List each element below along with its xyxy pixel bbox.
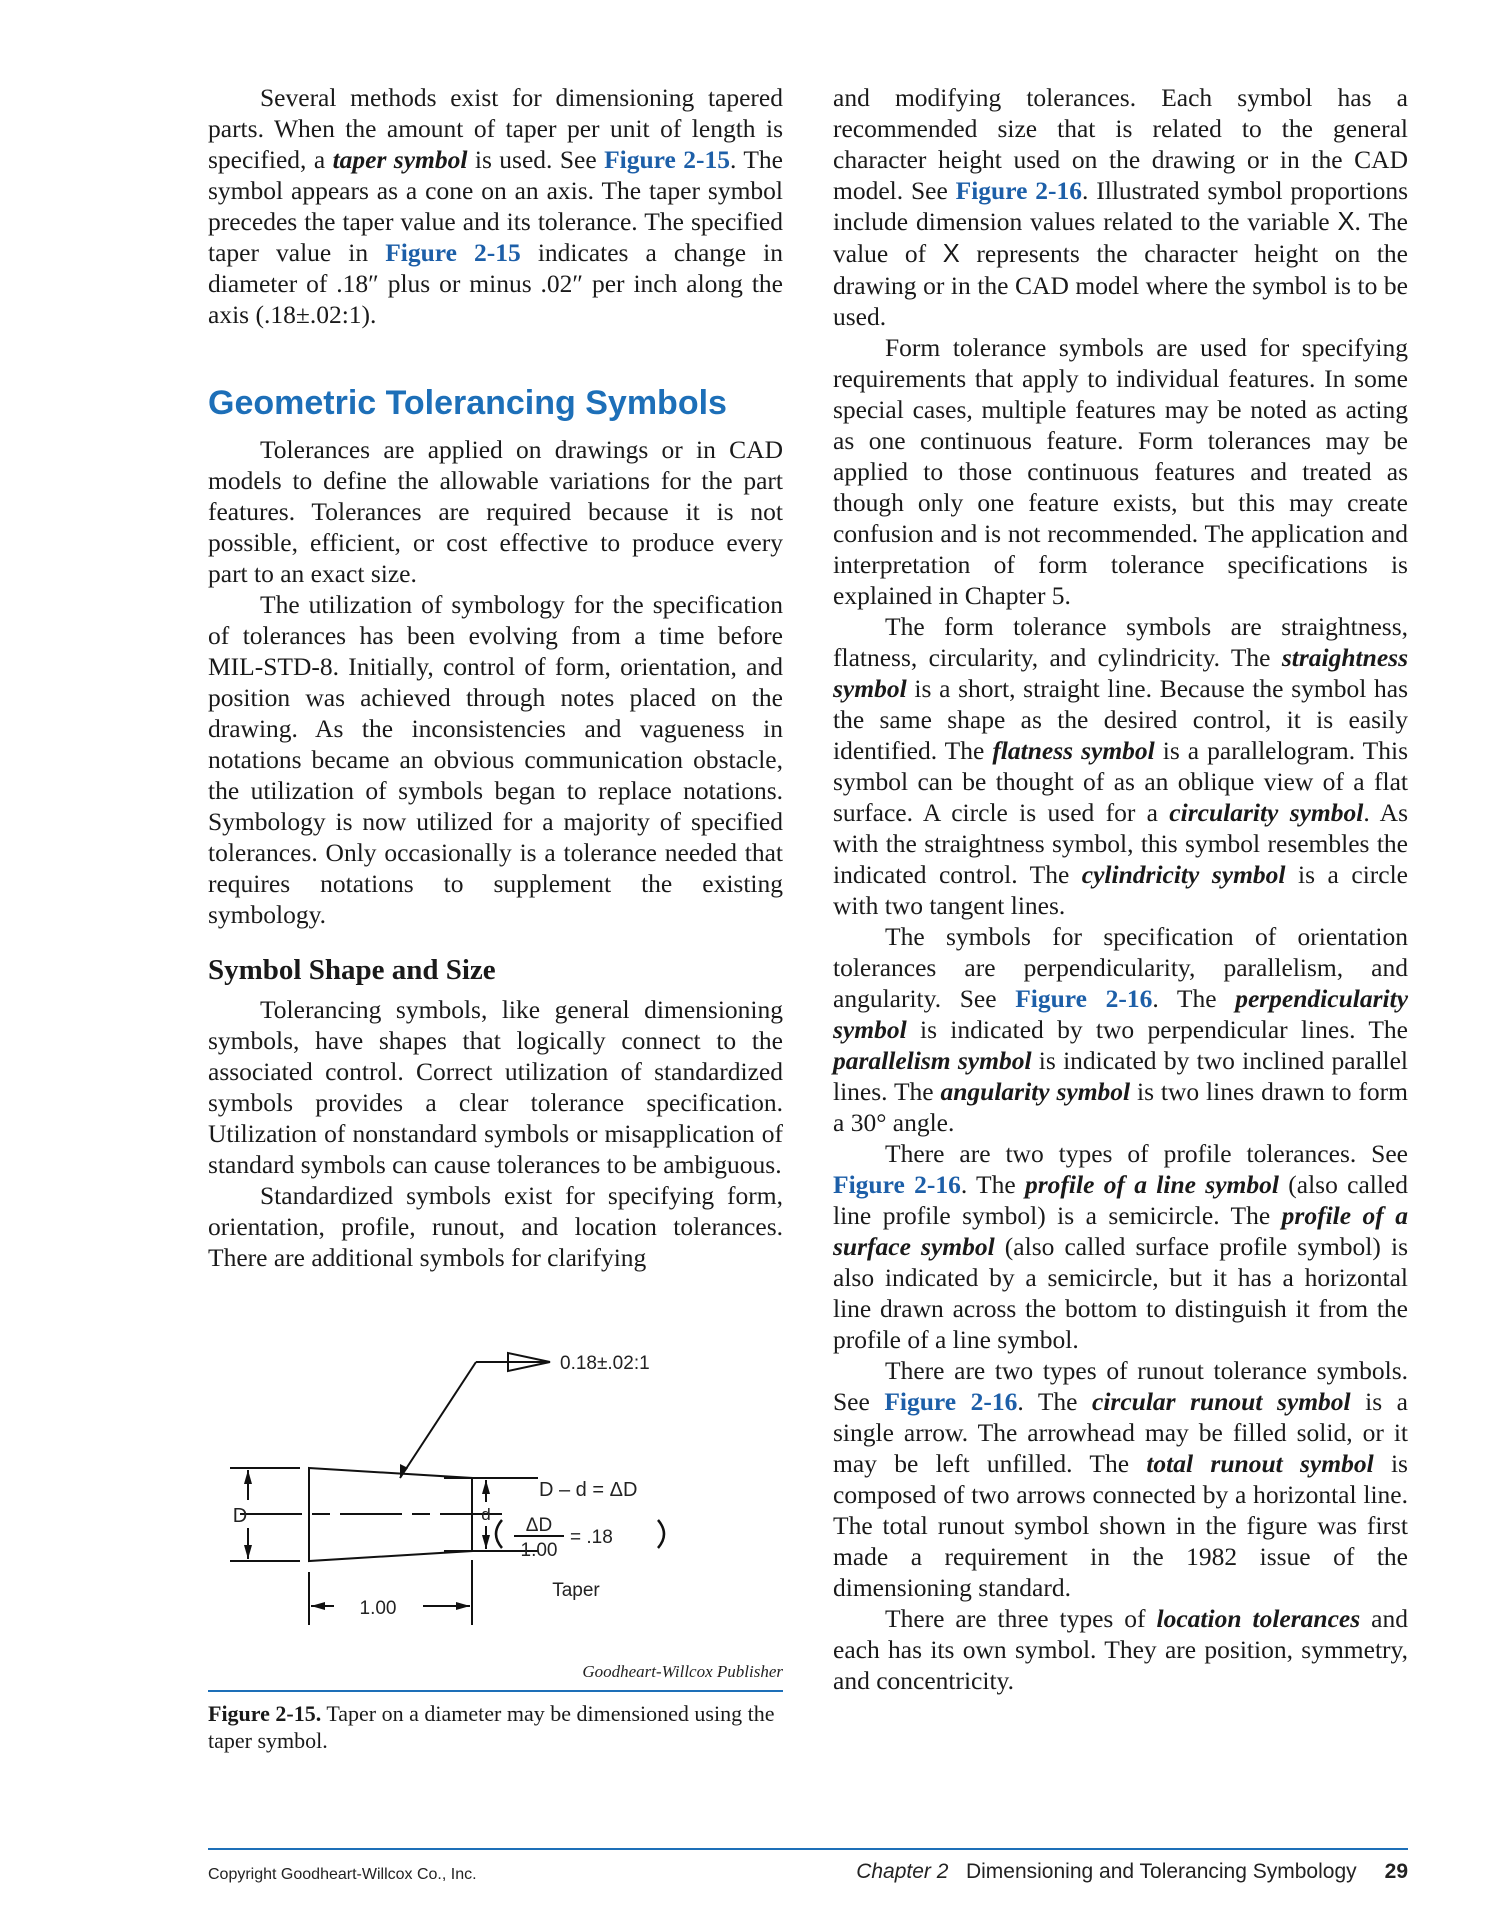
paragraph-symbol-size <box>833 82 1408 332</box>
label-D: D <box>232 1505 248 1527</box>
fraction-denominator: 1.00 <box>520 1540 558 1561</box>
text-run: The form tolerance symbols are straightness, flatness, circularity, and cylindricity. The <box>833 612 1408 672</box>
length-dimension: 1.00 <box>359 1598 397 1619</box>
taper-drawing <box>208 1350 783 1690</box>
term-cylindricity-symbol: cylindricity symbol <box>1081 860 1286 889</box>
text-run: and modifying tolerances. Each symbol has a recommended size that is related to the general character height used on the drawing or in the CAD model. See <box>833 83 1408 205</box>
section-heading: Geometric Tolerancing Symbols <box>208 384 727 422</box>
figure-credit: Goodheart-Willcox Publisher <box>582 1662 783 1681</box>
text-run: and each has its own symbol. They are position, symmetry, and concentricity. <box>833 1604 1408 1695</box>
open-paren <box>496 1520 502 1548</box>
figure-2-15-link[interactable]: Figure 2-15 <box>604 145 731 174</box>
variable-x: X <box>942 240 960 268</box>
paragraph-form-tolerance: Form tolerance symbols are used for specifying requirements that apply to individual features. In some special cases, multiple features may be noted as acting as one continuous feature. Form tolerances may be applied to those continuous features and treated as though only one feature exists, but this may create confusion and is not recommended. The application and interpretation of form tolerance specifications is explained in Chapter 5. <box>833 333 1408 610</box>
paragraph-taper-methods <box>208 82 783 330</box>
text-run: is a parallelogram. This symbol can be thought of as an oblique view of a flat surface. A circle is used for a <box>833 736 1408 827</box>
figure-2-16-link[interactable]: Figure 2-16 <box>884 1387 1018 1416</box>
taper-equation: D – d = ΔD <box>539 1479 638 1501</box>
variable-x: X <box>1337 208 1355 236</box>
term-angularity-symbol: angularity symbol <box>940 1077 1131 1106</box>
left-column <box>208 82 783 1273</box>
text-run: . The <box>1017 1387 1093 1416</box>
figure-2-16-link[interactable]: Figure 2-16 <box>1015 984 1153 1013</box>
footer-divider <box>208 1848 1408 1850</box>
text-run: . The <box>960 1170 1025 1199</box>
paragraph-tolerances-intro: Tolerances are applied on drawings or in CAD models to define the allowable variations for the part features. Tolerances are required because it is not possible, efficient, or cost effective to produce every part to an exact size. <box>208 435 783 588</box>
paragraph-form-symbols <box>833 611 1408 921</box>
figure-2-16-link[interactable]: Figure 2-16 <box>833 1170 961 1199</box>
term-profile-line-symbol: profile of a line symbol <box>1025 1170 1279 1199</box>
text-run: . The value of <box>833 207 1408 268</box>
text-run: . The symbol appears as a cone on an axis. The taper symbol precedes the taper value and its tolerance. The specified taper value in <box>208 145 783 267</box>
text-run: is indicated by two inclined parallel lines. The <box>833 1046 1408 1106</box>
fraction-numerator: ΔD <box>525 1515 553 1536</box>
term-circular-runout-symbol: circular runout symbol <box>1092 1387 1351 1416</box>
term-parallelism-symbol: parallelism symbol <box>833 1046 1032 1075</box>
paragraph-symbol-shapes: Tolerancing symbols, like general dimensioning symbols, have shapes that logically connect to the associated control. Correct utilization of standardized symbols provides a clear tolerance specification. Utilization of nonstandard symbols or misapplication of standard symbols can cause tolerances to be ambiguous. <box>208 995 783 1179</box>
text-run: represents the character height on the drawing or in the CAD model where the symbol is to be used. <box>833 239 1408 331</box>
arrowhead-icon <box>482 1480 490 1494</box>
term-circularity-symbol: circularity symbol <box>1169 798 1364 827</box>
right-column <box>833 82 1408 1696</box>
term-straightness-symbol: straightness symbol <box>833 643 1408 703</box>
paragraph-standardized-symbols: Standardized symbols exist for specifying form, orientation, profile, runout, and location tolerances. There are additional symbols for clarifying <box>208 1181 783 1272</box>
figure-2-15 <box>208 1350 783 1790</box>
leader-line <box>400 1362 476 1478</box>
text-run: is a circle with two tangent lines. <box>833 860 1408 920</box>
text-run: is a single arrow. The arrowhead may be filled solid, or it may be left unfilled. The <box>833 1387 1409 1478</box>
text-run: . The <box>1152 984 1236 1013</box>
paragraph-runout-symbols <box>833 1355 1408 1603</box>
paragraph-orientation-symbols <box>833 921 1408 1138</box>
footer-running-head <box>856 1860 1408 1884</box>
figure-2-16-link[interactable]: Figure 2-16 <box>955 176 1083 205</box>
footer-chapter: Chapter 2 <box>856 1860 949 1883</box>
term-taper-symbol: taper symbol <box>332 145 468 174</box>
text-run: indicates a change in diameter of .18″ plus or minus .02″ per inch along the axis (.18±.02:1). <box>208 238 783 329</box>
text-run: There are two types of runout tolerance symbols. See <box>833 1356 1408 1416</box>
close-paren <box>658 1520 664 1548</box>
arrowhead-icon <box>244 1470 252 1484</box>
term-profile-surface-symbol: profile of a surface symbol <box>833 1201 1408 1261</box>
term-location-tolerances: location tolerances <box>1156 1604 1361 1633</box>
text-run: There are three types of <box>885 1604 1157 1633</box>
taper-label: Taper <box>552 1580 600 1601</box>
footer-chapter-title: Dimensioning and Tolerancing Symbology <box>965 1860 1357 1883</box>
arrowhead-icon <box>244 1545 252 1559</box>
caption-label: Figure 2-15. <box>208 1701 322 1726</box>
text-run: The symbols for specification of orientation tolerances are perpendicularity, parallelism, and angularity. See <box>833 922 1408 1013</box>
text-run: There are two types of profile tolerances. See <box>885 1139 1408 1168</box>
fraction-result: = .18 <box>570 1527 613 1548</box>
text-run: (also called surface profile symbol) is also indicated by a semicircle, but it has a horizontal line drawn across the bottom to distinguish it from the profile of a line symbol. <box>833 1232 1408 1354</box>
paragraph-symbology-history: The utilization of symbology for the specification of tolerances has been evolving from a time before MIL-STD-8. Initially, control of form, orientation, and position was achieved through notes placed on the drawing. As the inconsistencies and vagueness in notations became an obvious communication obstacle, the utilization of symbols began to replace notations. Symbology is now utilized for a majority of specified tolerances. Only occasionally is a tolerance needed that requires notations to supplement the existing symbology. <box>208 590 783 929</box>
term-flatness-symbol: flatness symbol <box>992 736 1155 765</box>
label-d: d <box>481 1505 491 1524</box>
text-run: (also called line profile symbol) is a semicircle. The <box>833 1170 1409 1230</box>
text-run: is used. See <box>467 145 605 174</box>
text-run: is two lines drawn to form a 30° angle. <box>833 1077 1408 1137</box>
arrowhead-icon <box>482 1535 490 1549</box>
figure-caption <box>208 1700 783 1754</box>
taper-callout: 0.18±.02:1 <box>560 1353 650 1374</box>
arrowhead-icon <box>311 1602 325 1610</box>
term-perpendicularity-symbol: perpendicularity symbol <box>833 984 1409 1044</box>
paragraph-profile-symbols <box>833 1138 1408 1355</box>
text-run: is a short, straight line. Because the symbol has the same shape as the desired control, it is easily identified. The <box>833 674 1408 765</box>
text-run: is indicated by two perpendicular lines. The <box>906 1015 1408 1044</box>
subsection-heading: Symbol Shape and Size <box>208 954 496 986</box>
footer-copyright: Copyright Goodheart-Willcox Co., Inc. <box>208 1866 477 1883</box>
text-run: . As with the straightness symbol, this symbol resembles the indicated control. The <box>833 798 1408 889</box>
figure-2-15-link[interactable]: Figure 2-15 <box>385 238 521 267</box>
paragraph-location-tolerances <box>833 1603 1408 1696</box>
caption-text: Taper on a diameter may be dimensioned using the taper symbol. <box>208 1701 775 1753</box>
text-run: is composed of two arrows connected by a horizontal line. The total runout symbol shown in the figure was first made a requirement in the 1982 issue of the dimensioning standard. <box>833 1449 1408 1602</box>
term-total-runout-symbol: total runout symbol <box>1146 1449 1374 1478</box>
text-run: Several methods exist for dimensioning tapered parts. When the amount of taper per unit of length is specified, a <box>208 83 783 174</box>
page-number: 29 <box>1384 1860 1408 1883</box>
text-run: . Illustrated symbol proportions include dimension values related to the variable <box>833 176 1408 236</box>
caption-divider <box>208 1690 783 1692</box>
arrowhead-icon <box>456 1602 470 1610</box>
